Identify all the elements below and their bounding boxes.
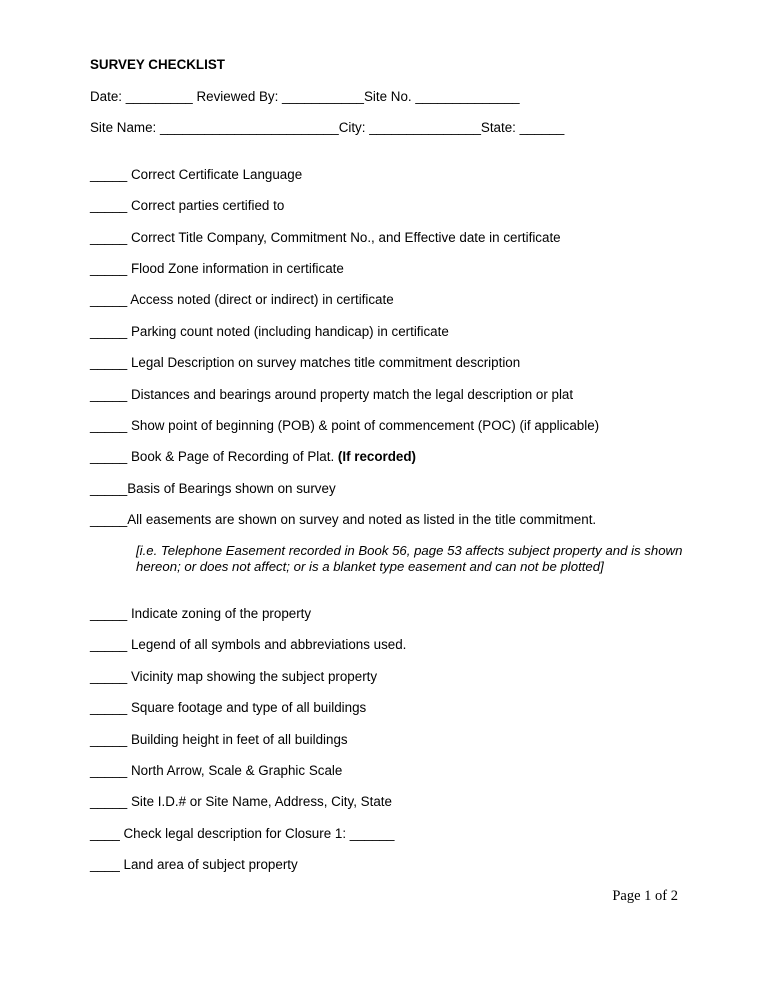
checklist-item-bold-note: (If recorded) [337, 449, 417, 464]
checklist-item: ____ Land area of subject property [90, 857, 298, 872]
checklist-item: _____ Indicate zoning of the property [90, 606, 312, 621]
page-number: Page 1 of 2 [612, 888, 678, 904]
checklist-item: _____ Site I.D.# or Site Name, Address, City, State [90, 794, 392, 809]
checklist-item: _____ Legend of all symbols and abbreviations used. [90, 637, 407, 652]
checklist-item: _____ Legal Description on survey matches title commitment description [90, 355, 521, 370]
easement-note: [i.e. Telephone Easement recorded in Book 56, page 53 affects subject property and is shown hereon; or does not affect; or is a blanket type easement and can not be plotted] [136, 543, 683, 574]
checklist-item: _____ Flood Zone information in certificate [90, 261, 344, 276]
checklist-item: _____Basis of Bearings shown on survey [90, 481, 336, 496]
checklist-item: _____ Vicinity map showing the subject property [90, 669, 378, 684]
checklist-item: _____ Access noted (direct or indirect) in certificate [90, 292, 394, 307]
checklist-item: _____All easements are shown on survey and noted as listed in the title commitment. [90, 512, 597, 527]
checklist-item: _____ Building height in feet of all buildings [90, 732, 348, 747]
checklist-item: _____ Correct parties certified to [90, 198, 285, 213]
document-title: SURVEY CHECKLIST [90, 57, 225, 72]
header-line-date: Date: _________ Reviewed By: ___________Site No. ______________ [90, 89, 520, 104]
checklist-item: _____ Correct Title Company, Commitment No., and Effective date in certificate [90, 230, 561, 245]
checklist-item: _____ Correct Certificate Language [90, 167, 303, 182]
checklist-item: ____ Check legal description for Closure 1: ______ [90, 826, 395, 841]
checklist-item: _____ Square footage and type of all buildings [90, 700, 367, 715]
checklist-item: _____ Distances and bearings around property match the legal description or plat [90, 387, 574, 402]
header-line-site: Site Name: ________________________City: _______________State: ______ [90, 120, 565, 135]
checklist-item [90, 449, 416, 465]
checklist-item-text: _____ Book & Page of Recording of Plat. [90, 449, 338, 464]
checklist-item: _____ North Arrow, Scale & Graphic Scale [90, 763, 343, 778]
checklist-item: _____ Parking count noted (including handicap) in certificate [90, 324, 449, 339]
checklist-item: _____ Show point of beginning (POB) & point of commencement (POC) (if applicable) [90, 418, 600, 433]
